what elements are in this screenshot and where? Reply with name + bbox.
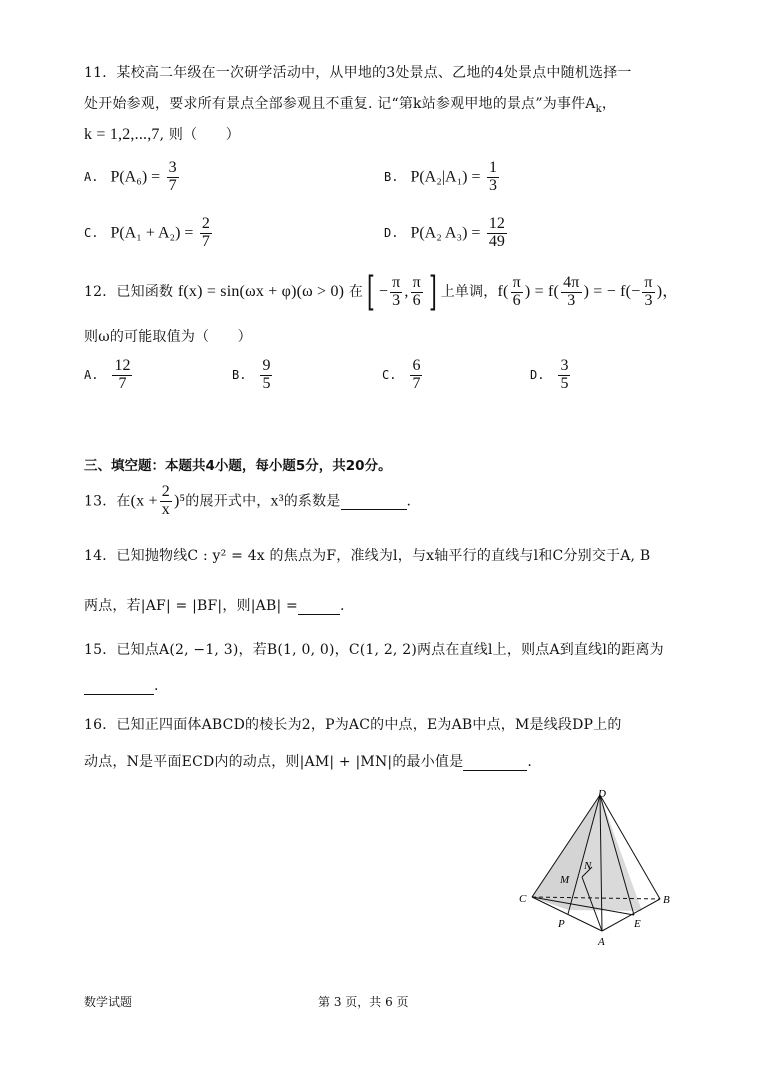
q12-option-a [84,358,134,393]
frac-num: π [644,273,653,291]
q12-option-b [232,358,274,393]
q16-end: . [527,754,532,770]
q11-line2: 处开始参观，要求所有景点全部参观且不重复. 记“第k站参观甲地的景点”为事件$A_k$， [84,96,617,115]
frac-num: π [512,273,521,291]
q12-option-d-label: D. [530,368,545,383]
frac-den: 6 [412,291,421,309]
frac-num: π [412,273,421,291]
q11-line3 [84,124,240,144]
q12-eq3-frac [642,275,654,310]
label-N: N [584,860,592,872]
q12-eq2-prefix: ) = f( [524,283,560,300]
frac-den: 3 [644,291,653,309]
q13-expr-post: )⁵ [173,492,186,510]
q12-eq1-frac [511,275,523,310]
q11-option-a-expr: P(A₆) = [110,168,161,186]
q11-option-b-label: B. [384,170,399,185]
q13-answer-blank[interactable] [341,493,407,510]
q16-answer-blank[interactable] [463,754,527,771]
label-C: C [519,893,527,905]
frac-num: 3 [168,159,177,176]
q12-eq2-frac [561,275,581,310]
q15-line2 [84,678,159,695]
q13-end: . [406,493,412,510]
frac-den: 3 [488,176,497,194]
q11-option-d-label: D. [384,226,399,241]
q12-lead: 12．已知函数 [84,284,174,300]
q12-option-d [530,358,572,393]
frac-den: 7 [201,232,210,250]
q11-option-d-expr: P(A₂ A₃) = [410,224,481,242]
footer-subject: 数学试题 [84,995,133,1009]
q12-option-c [382,358,424,393]
q11-k-range: k = 1,2,...,7 [84,126,160,143]
q16-line2-text: 动点，N是平面ECD内的动点，则|AM| + |MN|的最小值是 [84,754,464,770]
q11-option-b-expr: P(A₂|A₁) = [410,168,481,186]
q11-line1: 11．某校高二年级在一次研学活动中，从甲地的3处景点、乙地的4处景点中随机选择一 [84,65,632,81]
q12-right-bracket: ] [428,269,437,315]
q14-line1: 14．已知抛物线C : y² = 4x 的焦点为F，准线为l，与x轴平行的直线与l和C分别交于A, B [84,548,651,564]
q12-option-b-frac [260,358,272,393]
q15-end: . [154,678,159,694]
label-D: D [598,788,606,800]
frac-den: 3 [392,291,401,309]
q12-interval-right [411,275,423,310]
q13-x3: x³ [270,492,284,510]
q12-eq3-prefix: ) = − f(− [583,283,641,300]
q11-option-c-expr: P(A₁ + A₂) = [110,224,194,242]
frac-den: 7 [168,176,177,194]
tetrahedron-figure [510,785,690,955]
q12-option-b-label: B. [232,368,247,383]
q16-line2 [84,751,532,771]
q12-left-bracket: [ [367,269,375,315]
q12-line1: 12．已知函数 f(x) = sin(ωx + φ)(ω > 0) 在[ − $\frac{\pi}{3}$ , $\frac{\pi}{6}$ ] 上单调，f( $\frac{\pi}{6}$ ) = f( $\frac{4\pi}{3}$ ) = − f(− $\frac{\pi}{3}$ )， [84,269,679,315]
frac-den: 3 [567,291,576,309]
q14-end: . [339,598,345,614]
label-A: A [598,936,605,948]
frac-num: 1 [488,159,497,176]
frac-num: 12 [114,357,131,374]
q11-option-d-frac [487,216,507,251]
q13-lead: 13．在 [84,493,131,510]
frac-num: 2 [201,215,210,232]
frac-den: 5 [262,374,271,392]
q12-in: 在 [348,284,364,300]
label-E: E [634,918,641,930]
frac-num: 6 [412,357,421,374]
footer-page-number: 第 3 页，共 6 页 [318,995,409,1009]
q13-expr-pre: (x + [130,492,158,510]
q11-option-b [384,160,501,195]
q12-option-a-label: A. [84,368,99,383]
frac-den: x [161,500,170,518]
q12-option-c-label: C. [382,368,397,383]
q11-line2-sub: k [595,103,602,115]
q12-mono: 上单调， [440,284,498,300]
label-P: P [558,918,565,930]
q13-frac [160,484,172,519]
label-B: B [663,894,670,906]
frac-num: 12 [488,215,505,232]
q13-tail: 的系数是 [283,493,341,510]
frac-den: 49 [488,232,505,250]
q11-option-a-label: A. [84,170,99,185]
q13-line [84,484,411,519]
q16-line1: 16．已知正四面体ABCD的棱长为2，P为AC的中点，E为AB中点，M是线段DP上的 [84,717,622,733]
q11-option-a-frac [167,160,179,195]
q11-option-a [84,160,181,195]
frac-num: 3 [560,357,569,374]
q15-answer-blank[interactable] [84,678,154,695]
q12-line2: 则ω的可能取值为（ ） [84,329,252,345]
q11-line3-tail: , 则（ ） [159,127,240,143]
q14-line2 [84,595,345,615]
label-M: M [560,874,570,886]
frac-num: π [392,273,401,291]
q13-mid: 的展开式中， [185,493,271,510]
q11-option-b-frac [487,160,499,195]
frac-den: 7 [412,374,421,392]
q11-option-c [84,216,214,251]
frac-den: 7 [118,374,127,392]
q11-option-d [384,216,509,251]
q12-option-a-frac [112,358,132,393]
q11-option-c-frac [200,216,212,251]
frac-den: 5 [560,374,569,392]
q12-option-c-frac [410,358,422,393]
frac-num: 2 [161,483,170,500]
q12-interval-left [390,275,402,310]
q11-option-c-label: C. [84,226,99,241]
q12-function: f(x) = sin(ωx + φ)(ω > 0) [177,283,345,300]
q14-line2-text: 两点，若|AF| = |BF|，则|AB| = [84,598,298,614]
q14-answer-blank[interactable] [298,598,340,615]
frac-den: 6 [512,291,521,309]
frac-num: 9 [262,357,271,374]
q11-line2-text: 处开始参观，要求所有景点全部参观且不重复. 记“第k站参观甲地的景点”为事件A [84,96,596,112]
q12-eq-tail: )， [656,283,679,300]
q12-f: f( [497,283,509,300]
section-heading: 三、填空题：本题共4小题，每小题5分，共20分。 [84,458,392,474]
frac-num: 4π [563,273,580,291]
q15-line1: 15．已知点A(2, −1, 3)，若B(1, 0, 0)，C(1, 2, 2)两点在直线l上，则点A到直线l的距离为 [84,642,664,658]
q12-option-d-frac [558,358,570,393]
